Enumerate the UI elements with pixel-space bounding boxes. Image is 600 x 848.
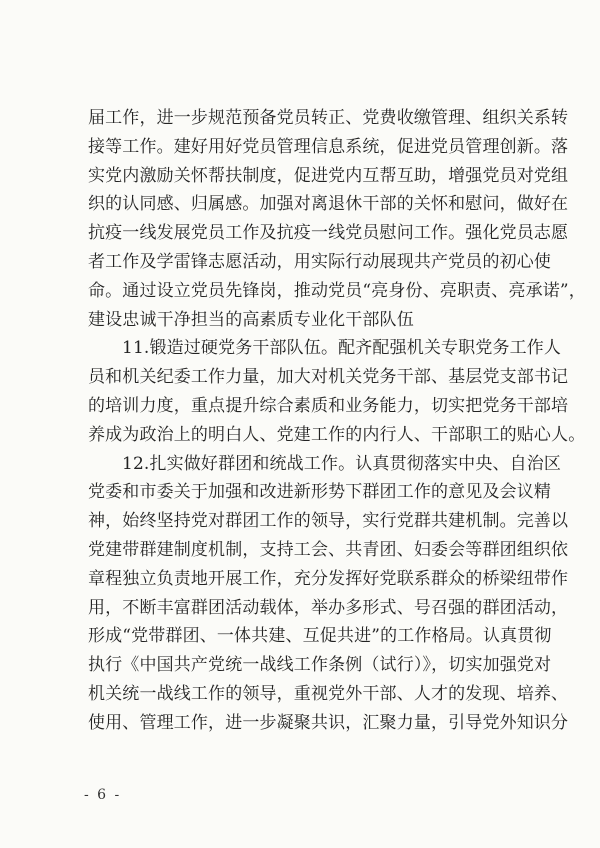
text-line: 用，不断丰富群团活动载体，举办多形式、号召强的群团活动， (88, 597, 569, 618)
text-line: 员和机关纪委工作力量，加大对机关党务干部、基层党支部书记 (88, 367, 569, 388)
text-line: 党建带群建制度机制，支持工会、共青团、妇委会等群团组织依 (88, 539, 569, 560)
text-line: 届工作，进一步规范预备党员转正、党费收缴管理、组织关系转 (88, 108, 569, 128)
text-line: 实党内激励关怀帮扶制度，促进党内互帮互助，增强党员对党组 (88, 165, 569, 186)
section-12-heading-line: 12.扎实做好群团和统战工作。认真贯彻落实中央、自治区 (122, 453, 562, 474)
text-line: 的培训力度，重点提升综合素质和业务能力，切实把党务干部培 (88, 395, 569, 416)
text-line: 执行《中国共产党统一战线工作条例（试行）》，切实加强党对 (88, 655, 552, 676)
text-line: 形成“党带群团、一体共建、互促共进”的工作格局。认真贯彻 (88, 626, 552, 647)
text-line: 接等工作。建好用好党员管理信息系统，促进党员管理创新。落 (88, 136, 569, 157)
section-11-heading-line: 11.锻造过硬党务干部队伍。配齐配强机关专职党务工作人 (122, 338, 562, 359)
page-number: - 6 - (84, 787, 122, 803)
text-line: 章程独立负责地开展工作，充分发挥好党联系群众的桥梁纽带作 (88, 568, 569, 589)
document-body (88, 104, 586, 738)
text-line: 者工作及学雷锋志愿活动，用实际行动展现共产党员的初心使 (88, 251, 552, 272)
text-line: 机关统一战线工作的领导，重视党外干部、人才的发现、培养、 (88, 683, 569, 704)
text-line: 党委和市委关于加强和改进新形势下群团工作的意见及会议精 (88, 482, 552, 503)
text-line: 抗疫一线发展党员工作及抗疫一线党员慰问工作。强化党员志愿 (88, 223, 569, 244)
text-line: 养成为政治上的明白人、党建工作的内行人、干部职工的贴心人。 (88, 424, 586, 445)
text-line: 神，始终坚持党对群团工作的领导，实行党群共建机制。完善以 (88, 511, 569, 532)
text-line: 使用、管理工作，进一步凝聚共识，汇聚力量，引导党外知识分 (88, 712, 569, 733)
text-line: 织的认同感、归属感。加强对离退休干部的关怀和慰问，做好在 (88, 194, 569, 215)
text-line: 建设忠诚干净担当的高素质专业化干部队伍 (88, 309, 414, 330)
text-line: 命。通过设立党员先锋岗，推动党员“亮身份、亮职责、亮承诺”， (88, 280, 586, 301)
